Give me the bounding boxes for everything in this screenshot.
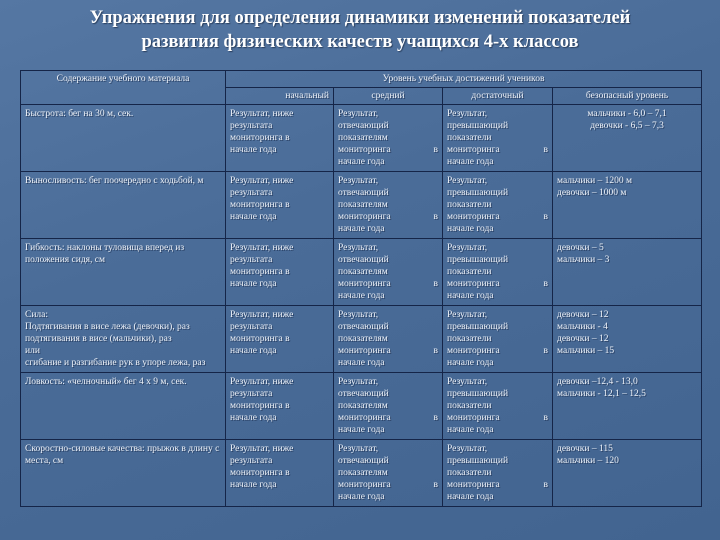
level-mid bbox=[334, 105, 443, 172]
cell-line: Результат, bbox=[338, 176, 379, 186]
level-suff bbox=[443, 373, 553, 440]
cell-line: мальчики - 6,0 – 7,1 bbox=[587, 109, 667, 119]
cell-line: превышающий bbox=[447, 121, 509, 131]
cell-line: Результат, bbox=[447, 176, 488, 186]
cell-line: мониторинга в bbox=[338, 279, 438, 289]
cell-line: мальчики – 15 bbox=[557, 346, 615, 356]
cell-line: начале года bbox=[230, 413, 277, 423]
cell-line: начале года bbox=[447, 157, 494, 167]
cell-line: превышающий bbox=[447, 188, 509, 198]
cell-line: отвечающий bbox=[338, 255, 389, 265]
cell-line: превышающий bbox=[447, 389, 509, 399]
level-start bbox=[226, 306, 334, 373]
cell-line: отвечающий bbox=[338, 389, 389, 399]
cell-line: мальчики – 120 bbox=[557, 456, 619, 466]
cell-line: показателям bbox=[338, 334, 388, 344]
cell-line: результата bbox=[230, 255, 273, 265]
cell-line: начале года bbox=[230, 346, 277, 356]
cell-line: показатели bbox=[447, 401, 492, 411]
table-row bbox=[21, 105, 702, 172]
exercise-name: Скоростно-силовые качества: прыжок в длину с места, см bbox=[21, 440, 226, 507]
cell-line: Результат, bbox=[338, 109, 379, 119]
cell-line: Результат, ниже bbox=[230, 243, 294, 253]
level-safe bbox=[553, 172, 702, 239]
header-sufficient: достаточный bbox=[443, 88, 553, 105]
cell-line: показатели bbox=[447, 334, 492, 344]
level-safe bbox=[553, 105, 702, 172]
cell-line: начале года bbox=[447, 224, 494, 234]
slide-title bbox=[0, 6, 720, 54]
cell-line: Результат, ниже bbox=[230, 109, 294, 119]
cell-line: отвечающий bbox=[338, 322, 389, 332]
cell-line: показатели bbox=[447, 267, 492, 277]
cell-line: превышающий bbox=[447, 456, 509, 466]
cell-line: показателям bbox=[338, 468, 388, 478]
cell-line: результата bbox=[230, 121, 273, 131]
cell-line: результата bbox=[230, 389, 273, 399]
cell-line: отвечающий bbox=[338, 456, 389, 466]
cell-line: девочки - 6,5 – 7,3 bbox=[590, 121, 664, 131]
level-suff bbox=[443, 172, 553, 239]
cell-line: показателям bbox=[338, 200, 388, 210]
exercise-table bbox=[20, 70, 702, 507]
exercise-name: Выносливость: бег поочередно с ходьбой, м bbox=[21, 172, 226, 239]
cell-line: показатели bbox=[447, 200, 492, 210]
level-start bbox=[226, 440, 334, 507]
table-row bbox=[21, 440, 702, 507]
cell-line: Результат, ниже bbox=[230, 310, 294, 320]
header-content: Содержание учебного материала bbox=[21, 71, 226, 105]
cell-line: мониторинга в bbox=[338, 346, 438, 356]
level-start bbox=[226, 373, 334, 440]
cell-line: мониторинга в bbox=[230, 468, 290, 478]
cell-line: мальчики – 1200 м bbox=[557, 176, 633, 186]
level-suff bbox=[443, 306, 553, 373]
cell-line: девочки – 12 bbox=[557, 310, 609, 320]
exercise-name: Гибкость: наклоны туловища вперед из положения сидя, см bbox=[21, 239, 226, 306]
level-safe bbox=[553, 373, 702, 440]
cell-line: Результат, ниже bbox=[230, 444, 294, 454]
cell-line: начале года bbox=[338, 291, 385, 301]
exercise-name: Сила: Подтягивания в висе лежа (девочки), раз подтягивания в висе (мальчики), раз или сгибание и разгибание рук в упоре лежа, раз bbox=[21, 306, 226, 373]
level-safe bbox=[553, 306, 702, 373]
cell-line: мониторинга в bbox=[338, 413, 438, 423]
cell-line: начале года bbox=[230, 145, 277, 155]
cell-line: Результат, bbox=[338, 377, 379, 387]
cell-line: показателям bbox=[338, 133, 388, 143]
cell-line: мониторинга в bbox=[447, 212, 548, 222]
cell-line: начале года bbox=[338, 492, 385, 502]
cell-line: Результат, ниже bbox=[230, 377, 294, 387]
level-mid bbox=[334, 373, 443, 440]
cell-line: Результат, bbox=[447, 444, 488, 454]
cell-line: Результат, ниже bbox=[230, 176, 294, 186]
cell-line: отвечающий bbox=[338, 188, 389, 198]
cell-line: начале года bbox=[447, 425, 494, 435]
level-suff bbox=[443, 239, 553, 306]
cell-line: мониторинга в bbox=[447, 413, 548, 423]
table-row bbox=[21, 172, 702, 239]
cell-line: мониторинга в bbox=[230, 401, 290, 411]
cell-line: начале года bbox=[338, 358, 385, 368]
cell-line: результата bbox=[230, 188, 273, 198]
cell-line: девочки –12,4 - 13,0 bbox=[557, 377, 638, 387]
level-mid bbox=[334, 239, 443, 306]
cell-line: начале года bbox=[447, 492, 494, 502]
table-row bbox=[21, 239, 702, 306]
cell-line: мониторинга в bbox=[230, 133, 290, 143]
cell-line: результата bbox=[230, 456, 273, 466]
cell-line: мальчики - 12,1 – 12,5 bbox=[557, 389, 646, 399]
cell-line: мальчики – 3 bbox=[557, 255, 610, 265]
cell-line: начале года bbox=[230, 212, 277, 222]
cell-line: мониторинга в bbox=[230, 267, 290, 277]
title-line-2: развития физических качеств учащихся 4-х классов bbox=[141, 32, 579, 52]
cell-line: показателям bbox=[338, 401, 388, 411]
title-line-1: Упражнения для определения динамики изменений показателей bbox=[89, 8, 631, 28]
cell-line: мониторинга в bbox=[338, 145, 438, 155]
cell-line: отвечающий bbox=[338, 121, 389, 131]
cell-line: превышающий bbox=[447, 322, 509, 332]
cell-line: девочки – 12 bbox=[557, 334, 609, 344]
level-suff bbox=[443, 440, 553, 507]
cell-line: мониторинга в bbox=[230, 200, 290, 210]
cell-line: превышающий bbox=[447, 255, 509, 265]
cell-line: Результат, bbox=[447, 109, 488, 119]
cell-line: начале года bbox=[338, 157, 385, 167]
level-start bbox=[226, 105, 334, 172]
cell-line: мониторинга в bbox=[447, 145, 548, 155]
cell-line: мониторинга в bbox=[447, 480, 548, 490]
cell-line: девочки – 115 bbox=[557, 444, 613, 454]
level-safe bbox=[553, 440, 702, 507]
cell-line: мониторинга в bbox=[338, 480, 438, 490]
cell-line: мониторинга в bbox=[447, 346, 548, 356]
cell-line: девочки – 1000 м bbox=[557, 188, 627, 198]
level-mid bbox=[334, 306, 443, 373]
cell-line: Результат, bbox=[447, 243, 488, 253]
level-mid bbox=[334, 440, 443, 507]
header-middle: средний bbox=[334, 88, 443, 105]
cell-line: мониторинга в bbox=[447, 279, 548, 289]
table-row bbox=[21, 373, 702, 440]
cell-line: Результат, bbox=[447, 377, 488, 387]
level-mid bbox=[334, 172, 443, 239]
level-start bbox=[226, 239, 334, 306]
level-safe bbox=[553, 239, 702, 306]
cell-line: начале года bbox=[230, 279, 277, 289]
cell-line: показатели bbox=[447, 133, 492, 143]
cell-line: мониторинга в bbox=[230, 334, 290, 344]
header-levels: Уровень учебных достижений учеников bbox=[226, 71, 702, 88]
header-initial: начальный bbox=[226, 88, 334, 105]
exercise-name: Быстрота: бег на 30 м, сек. bbox=[21, 105, 226, 172]
cell-line: показатели bbox=[447, 468, 492, 478]
cell-line: Результат, bbox=[338, 310, 379, 320]
cell-line: начале года bbox=[338, 425, 385, 435]
cell-line: Результат, bbox=[447, 310, 488, 320]
header-safe: безопасный уровень bbox=[553, 88, 702, 105]
level-start bbox=[226, 172, 334, 239]
cell-line: мониторинга в bbox=[338, 212, 438, 222]
cell-line: результата bbox=[230, 322, 273, 332]
cell-line: начале года bbox=[338, 224, 385, 234]
cell-line: девочки – 5 bbox=[557, 243, 604, 253]
level-suff bbox=[443, 105, 553, 172]
cell-line: мальчики - 4 bbox=[557, 322, 608, 332]
cell-line: показателям bbox=[338, 267, 388, 277]
cell-line: начале года bbox=[230, 480, 277, 490]
cell-line: начале года bbox=[447, 291, 494, 301]
cell-line: начале года bbox=[447, 358, 494, 368]
cell-line: Результат, bbox=[338, 444, 379, 454]
table-row bbox=[21, 306, 702, 373]
cell-line: Результат, bbox=[338, 243, 379, 253]
exercise-name: Ловкость: «челночный» бег 4 х 9 м, сек. bbox=[21, 373, 226, 440]
